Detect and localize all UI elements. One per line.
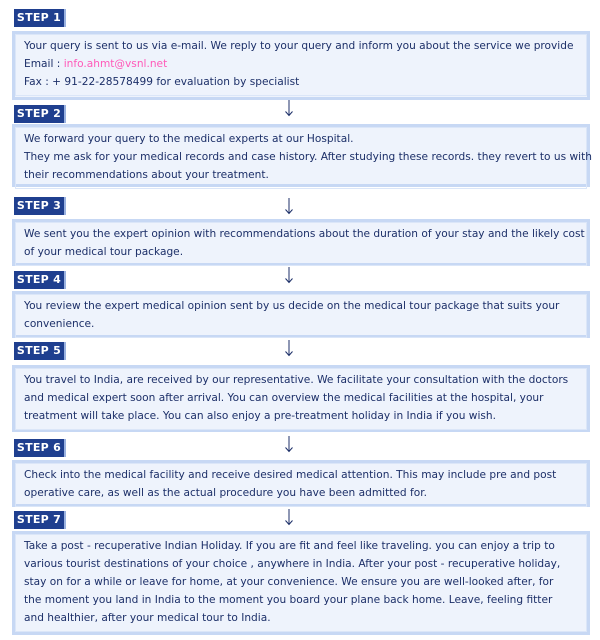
step-5-text-line: treatment will take place. You can also enjoy a pre-treatment holiday in India if you wish.	[24, 409, 496, 422]
down-arrow-icon	[283, 266, 295, 284]
step-1-label: STEP 1	[14, 9, 66, 27]
step-2-text-line: We forward your query to the medical experts at our Hospital.	[24, 133, 354, 145]
step-2-text-line: their recommendations about your treatment.	[24, 168, 269, 181]
step-1-text-line: Your query is sent to us via e-mail. We reply to your query and inform you about the service we provide	[24, 40, 574, 52]
step-2-label: STEP 2	[14, 105, 66, 123]
step-7-box	[12, 531, 590, 635]
step-3-box	[12, 219, 590, 266]
step-1-fax-line: Fax : + 91-22-28578499 for evaluation by specialist	[24, 75, 300, 88]
step-2-text-line: They me ask for your medical records and case history. After studying these records. they revert to us with	[24, 150, 592, 163]
step-2-box	[12, 124, 590, 187]
down-arrow-icon	[283, 99, 295, 117]
step-3-text-line: We sent you the expert opinion with recommendations about the duration of your stay and the likely cost	[24, 228, 585, 240]
step-7-text-line: the moment you land in India to the moment you board your plane back home. Leave, feeling fitter	[24, 593, 553, 606]
step-6-text-line: Check into the medical facility and receive desired medical attention. This may include pre and post	[24, 469, 557, 481]
down-arrow-icon	[283, 508, 295, 526]
email-label: Email :	[24, 57, 64, 70]
step-4-box	[12, 291, 590, 338]
step-6-box	[12, 460, 590, 507]
step-4-text-line: convenience.	[24, 317, 95, 330]
step-7-label: STEP 7	[14, 511, 66, 529]
step-7-text-line: and healthier, after your medical tour to India.	[24, 611, 271, 624]
step-6-text-line: operative care, as well as the actual procedure you have been admitted for.	[24, 486, 427, 499]
step-5-label: STEP 5	[14, 342, 66, 360]
step-7-text-line: stay on for a while or leave for home, at your convenience. We ensure you are well-looked after, for	[24, 575, 554, 588]
down-arrow-icon	[283, 197, 295, 215]
step-1-email-row	[24, 56, 578, 74]
step-4-label: STEP 4	[14, 271, 66, 289]
step-5-text-line: and medical expert soon after arrival. You can overview the medical facilities at the hospital, your	[24, 391, 544, 404]
down-arrow-icon	[283, 339, 295, 357]
step-7-text-line: Take a post - recuperative Indian Holiday. If you are fit and feel like traveling. you can enjoy a trip to	[24, 540, 555, 552]
step-4-text-line: You review the expert medical opinion sent by us decide on the medical tour package that suits your	[24, 300, 560, 312]
step-7-text-line: various tourist destinations of your choice , anywhere in India. After your post - recuperative holiday,	[24, 557, 561, 570]
step-5-box	[12, 365, 590, 432]
down-arrow-icon	[283, 435, 295, 453]
email-link[interactable]: info.ahmt@vsnl.net	[63, 57, 168, 70]
step-5-text-line: You travel to India, are received by our representative. We facilitate your consultation with the doctors	[24, 374, 569, 386]
step-3-label: STEP 3	[14, 197, 66, 215]
step-1-box	[12, 31, 590, 100]
step-6-label: STEP 6	[14, 439, 66, 457]
step-3-text-line: of your medical tour package.	[24, 245, 184, 258]
